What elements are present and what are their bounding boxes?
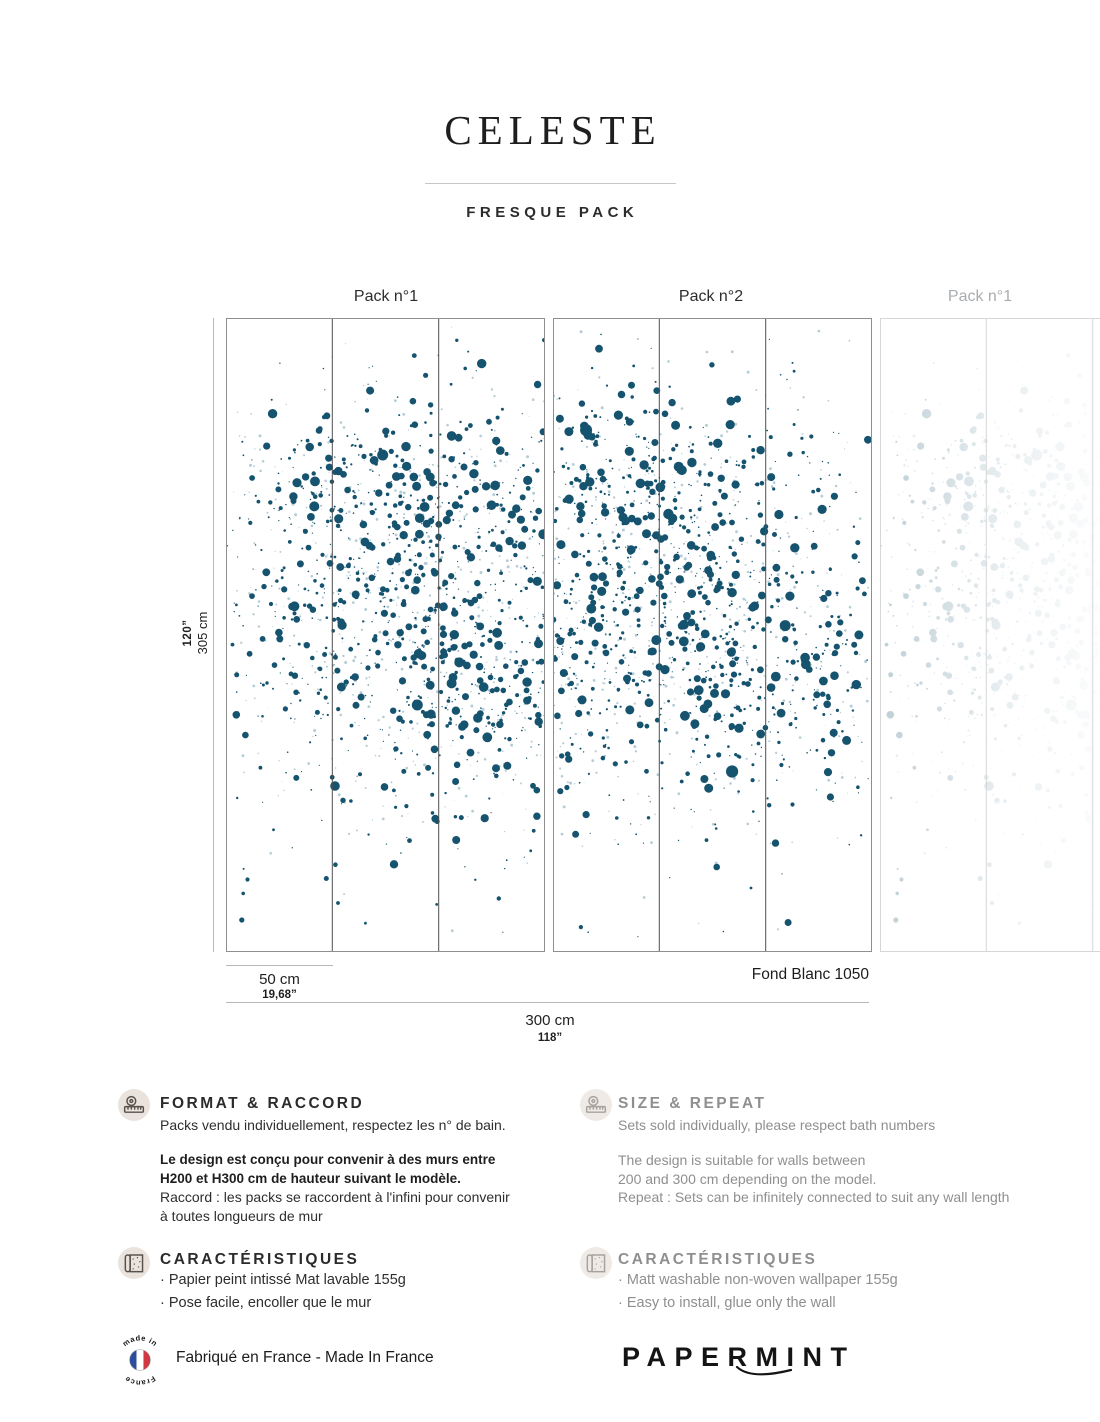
roundel-text-bottom: France [122, 1374, 158, 1386]
total-width-cm: 300 cm [525, 1012, 575, 1029]
list-item: · Papier peint intissé Mat lavable 155g [160, 1269, 406, 1292]
height-dimension-label [174, 583, 218, 683]
pack2-label: Pack n°2 [678, 288, 744, 305]
svg-text:made in [121, 1334, 160, 1348]
format-raccord-lead: Packs vendu individuellement, respectez les n° de bain. [160, 1117, 506, 1133]
total-width-dimension-line [226, 1002, 869, 1003]
features-en-list [618, 1269, 898, 1315]
made-in-france-roundel [114, 1334, 166, 1386]
format-raccord-heading: FORMAT & RACCORD [160, 1095, 365, 1112]
title-divider [425, 183, 676, 184]
total-width-inches: 118” [537, 1032, 563, 1044]
list-item: · Matt washable non-woven wallpaper 155g [618, 1269, 898, 1292]
format-raccord-note: Le design est conçu pour convenir à des murs entre H200 et H300 cm de hauteur suivant le modèle. [160, 1152, 496, 1186]
papermint-logo: PAPERMINT [622, 1342, 856, 1372]
tape-measure-icon [580, 1089, 612, 1121]
wallpaper-pack-diagram [226, 318, 1100, 952]
size-repeat-lead: Sets sold individually, please respect bath numbers [618, 1117, 936, 1133]
brand-swash [735, 1366, 797, 1382]
features-en-heading: CARACTÉRISTIQUES [618, 1251, 818, 1268]
height-inches: 120” [182, 619, 194, 647]
list-item: · Easy to install, glue only the wall [618, 1292, 898, 1315]
panel-width-inches: 19,68” [262, 989, 297, 1001]
panel-width-cm: 50 cm [259, 971, 300, 988]
pack1-label: Pack n°1 [353, 288, 419, 305]
tape-measure-icon [118, 1089, 150, 1121]
format-raccord-paragraph: Raccord : les packs se raccordent à l'infini pour convenir à toutes longueurs de mur [160, 1189, 510, 1224]
pack-repeat-label: Pack n°1 [947, 288, 1013, 305]
size-repeat-heading: SIZE & REPEAT [618, 1095, 767, 1112]
made-in-france-text: Fabriqué en France - Made In France [176, 1349, 434, 1366]
panel-width-dimension-line [226, 965, 333, 966]
height-cm: 305 cm [195, 611, 210, 655]
features-fr-list [160, 1269, 406, 1315]
size-repeat-paragraph: The design is suitable for walls between 200 and 300 cm depending on the model. Repeat : Sets can be infinitely connected to suit any wall length [618, 1152, 1010, 1205]
list-item: · Pose facile, encoller que le mur [160, 1292, 406, 1315]
background-color-reference: Fond Blanc 1050 [751, 966, 869, 983]
wallpaper-roll-icon [118, 1247, 150, 1279]
roundel-text-top: made in [120, 1334, 160, 1349]
page-title: CELESTE [444, 107, 662, 153]
wallpaper-roll-icon [580, 1247, 612, 1279]
features-fr-heading: CARACTÉRISTIQUES [160, 1251, 360, 1268]
svg-text:France [123, 1374, 157, 1386]
page-subtitle: FRESQUE PACK [466, 204, 639, 221]
